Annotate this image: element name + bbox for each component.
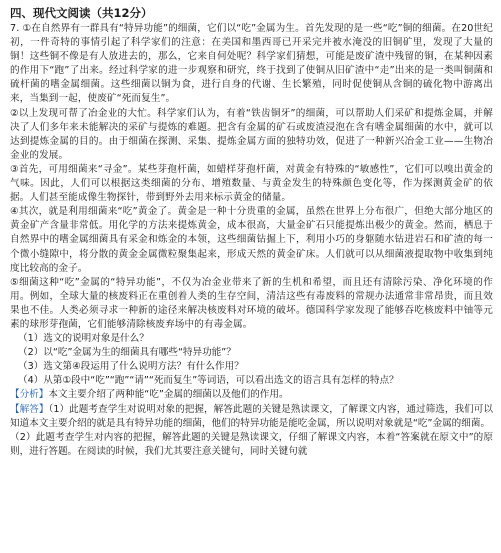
- question-1: （1）选文的说明对象是什么？: [18, 333, 149, 345]
- answer-tag: 【解答】: [10, 403, 49, 415]
- paragraph-5: ⑤细菌这种“吃”金属的“特异功能”，不仅为冶金业带来了新的生机和希望，而且还有清除污染、净化环境的作用。例如，全球大量的核废料正在重创着人类的生存空间，清洁这些有毒废料的常规办法通常非常昂贵，而且效果也不佳。人类必须寻求一种新的途径来解决核废料对环境的破坏。德国科学家发现了能够吞吃核废料中铀等元素的球形芽孢菌，它们能够清除核废弃场中的有毒金属。: [10, 276, 493, 330]
- answer-1: [10, 403, 493, 431]
- question-2: （2）以“吃”金属为生的细菌具有哪些“特异功能”？: [18, 347, 236, 359]
- paragraph-1: 7. ①在自然界有一群具有“特异功能”的细菌，它们以“吃”金属为生。首先发现的是一些“吃”铜的细菌。在20世纪初，一件奇特的事情引起了科学家们的注意：在美国和墨西哥已开采完并被水淹没的旧铜矿里，发现了大量的铜！这些铜不像是有人放进去的，那么，它来自何处呢？科学家们猜想，可能是废矿渣中残留的铜，在某种因素的作用下“跑”了出来。经过科学家的进一步观察和研究，终于找到了使铜从旧矿渣中“走”出来的是一类叫铜菌和硫杆菌的嗜金属细菌。这些细菌以铜为食，进行自身的代谢、生长繁殖，同时促使铜从含铜的硫化物中游离出来，当集到一起，使废矿“死而复生”。: [10, 23, 493, 105]
- question-4: （4）从第①段中“吃”“跑”“请”“死而复生”等词语，可以看出选文的语言具有怎样的特点？: [18, 375, 399, 387]
- answer-1-text: （1）此题考查学生对说明对象的把握，解答此题的关键是熟读课文，了解课文内容，通过筛选，我们可以知道本文主要介绍的就是具有特异功能的细菌，他们的特异功能是能吃金属，所以说明对象就是“吃”金属的细菌。: [10, 403, 494, 429]
- section-title: 四、现代文阅读（共12分）: [10, 6, 153, 20]
- analysis-tag: 【分析】: [10, 389, 49, 401]
- paragraph-4: ④其次，就是利用细菌来“吃”黄金了。黄金是一种十分贵重的金属，虽然在世界上分布很广，但绝大部分地区的黄金矿产含量非常低。用化学的方法来提炼黄金，成本很高，大量金矿石只能提炼出极少的黄金。然而，栖息于自然界中的嗜金属细菌具有采金和炼金的本领，这些细菌钻掘上下，利用小巧的身躯随水钻进岩石和矿渣的每一个微小缝隙中，将分散的黄金金属微粒聚集起来，形成天然的黄金矿床。人们就可以从细菌液提取物中收集到纯度比较高的金子。: [10, 206, 493, 274]
- answer-2: （2）此题考查学生对内容的把握，解答此题的关键是熟读课文，仔细了解课文内容，本着“答案就在原文中”的原则，进行答题。在阅读的时候，我们尤其要注意关键句，同时关键句就: [10, 431, 493, 457]
- analysis-text: 本文主要介绍了两种能“吃”金属的细菌以及他们的作用。: [48, 389, 289, 401]
- paragraph-2: ②以上发现可帮了冶金业的大忙。科学家们认为，有着“铁齿铜牙”的细菌，可以帮助人们采矿和提炼金属，并解决了人们多年来未能解决的采矿与提炼的难题。把含有金属的矿石或废渣浸泡在含有嗜金属细菌的水中，就可以达到提炼金属的目的。由于细菌在探测、采集、提炼金属方面的独特功效，促进了一种新兴冶金工业——生物冶金业的发展。: [10, 107, 493, 161]
- question-3: （3）选文第④段运用了什么说明方法？有什么作用？: [18, 361, 244, 373]
- analysis: [10, 388, 493, 402]
- paragraph-3: ③首先，可用细菌来“寻金”。某些芽孢杆菌，如蜡样芽孢杆菌，对黄金有特殊的“敏感性”，它们可以嗅出黄金的气味。因此，人们可以根据这类细菌的分布、增殖数量、与黄金发生的特殊颜色变化等，作为探测黄金矿的依据。人们甚至能成像生物探针，带到野外去用来标示黄金的储量。: [10, 163, 493, 204]
